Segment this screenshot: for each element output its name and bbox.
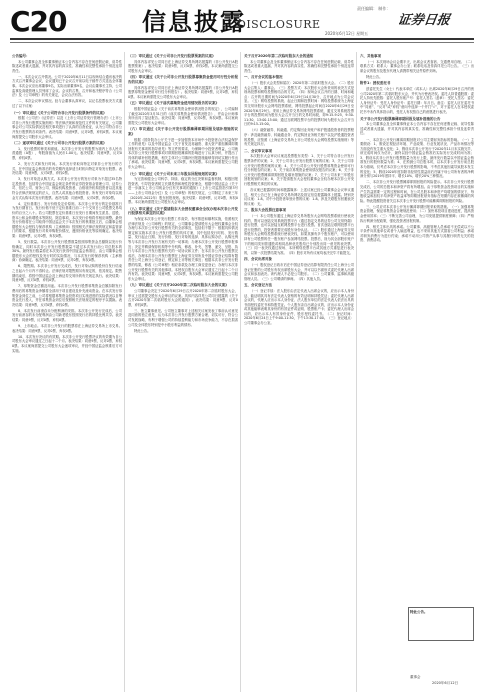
article-heading: 五、会议登记方法 xyxy=(244,283,272,288)
article-paragraph: 一、本次非公开发行摊薄即期回报对公司主要财务指标的影响。（一）主要假设：1、假设宏观经济环境、产业政策、行业发展状况、产品市场情况等方面没有发生重大变化；2、假设本次非公开发行于2020年11月末实施完毕，该完成时间仅为估计，最终以经中国证监会核准后实际发行完成时间为准；3、假设本次非公开发行股票数量为发行上限，最终发行数量以中国证监会核准发行的股份数量为准；4、在预测公司总股本时，以本次非公开发行前总股本为基础，仅考虑本次非公开发行股票的影响，不考虑其他因素导致股本发生的变化；5、假设2020年度扣除非经常性损益前后归属于母公司所有者的净利润分别与2019年度持平、增长10%、增长20%三种情况。 xyxy=(360,137,474,179)
column-divider xyxy=(356,52,357,692)
article-paragraph: （一）登记手续：法人股东由法定代表人出席会议的，应出示本人身份证、能证明其具有法定代表人资格的有效证明和持股凭证；委托代理人出席会议的，代理人应出示本人身份证、法人股东单位的法定代表人依法出具的书面授权委托书和持股凭证。个人股东亲自出席会议的，应出示本人身份证或其他能够表明其身份的有效证件或证明、股票账户卡；委托代理人出席会议的，应出示本人有效身份证件、股东授权委托书。（二）登记时间：2020年6月24日上午9:00-11:30，下午13:30-17:00。（三）登记地点：公司董事会办公室。 xyxy=(244,288,354,326)
article-heading: 附件1：授权委托书 xyxy=(360,81,391,86)
article-paragraph: 公司董事会决定于2020年6月29日召开2020年第二次临时股东大会，审议上述需提交股东大会审议的议案。具体内容详见公司同日披露的《关于召开2020年第二次临时股东大会的通知》。表决结果：同意9票，反对0票，弃权0票。 xyxy=(128,288,238,307)
article-heading: 四、会议出席对象 xyxy=(244,257,272,262)
article-heading: （七）审议通过《关于公司未来三年股东回报规划的议案》 xyxy=(128,171,219,176)
article-heading: （三）审议通过《关于公司非公开发行股票预案的议案》 xyxy=(128,54,216,58)
article-paragraph: 特此公告。 xyxy=(366,74,383,79)
article-heading: （二）逐项审议通过《关于公司非公开发行股票方案的议案》 xyxy=(12,141,107,146)
article-paragraph: 二、本次非公开发行股票摊薄即期回报的风险提示。本次非公开发行股票完成后，公司的总股本和净资产将有所增加。由于募集资金投资项目的实施和产生效益需要一定的过程和时间，在公司总股本和净资产均增加的情况下，每股收益和加权平均净资产收益率等即期回报财务指标在短期内存在被摊薄的风险。特此提醒投资者关注本次非公开发行股票可能摊薄即期回报的风险。 xyxy=(360,180,474,203)
article-heading: 公告编号： xyxy=(12,54,30,58)
article-paragraph: 2、发行方式和发行时间。本次发行采取向特定对象非公开发行的方式，在中国证监会核准后的有效期内选择适当时机向特定对象发行股票。表决结果：同意9票，反对0票，弃权0票。 xyxy=(12,161,122,176)
article-heading: （六）审议通过《关于非公开发行股票摊薄即期回报及填补措施的议案》 xyxy=(128,127,238,136)
article-paragraph: （一）股权登记日收市后在中国证券登记结算有限责任公司上海分公司登记在册的公司股东有权出席股东大会，并可以以书面形式委托代理人出席会议和参加表决。该代理人不必是公司股东。（二）公司董事、监事和高级管理人员。（三）公司聘请的律师。（四）其他人员。 xyxy=(244,262,354,281)
header-rule-thick xyxy=(10,38,474,40)
article-paragraph: 三、公司应对本次非公开发行摊薄即期回报采取的措施。（一）加强募集资金管理，保证募集资金合理规范使用；（二）加快募投项目建设进度，提高资金使用效率；（三）不断完善公司治理，为公司发展提供制度保障；（四）严格执行利润分配政策，强化投资者回报机制。 xyxy=(360,204,474,223)
article-paragraph: 8、本次发行前滚存未分配利润的安排。本次非公开发行完成后，公司发行前滚存的未分配利润由公司新老股东按照发行后的持股比例共享。表决结果：同意9票，反对0票，弃权0票。 xyxy=(12,308,122,322)
section-title: 信息披露 xyxy=(142,7,246,36)
article-heading: （八）审议通过《关于提请股东大会授权董事会全权办理本次非公开发行股票相关事宜的议案》 xyxy=(128,206,238,216)
article-paragraph: 3、发行对象及认购方式。本次非公开发行的发行对象为不超过35名特定投资者，包括符合中国证监会规定条件的证券投资基金管理公司、证券公司、信托公司、财务公司、保险机构投资者、合格境外机构投资者以及其他符合法律法规规定的法人、自然人或其他合格投资者。所有发行对象均以现金方式认购本次发行的股票。表决结果：同意9票，反对0票，弃权0票。 xyxy=(12,177,122,200)
article-heading: 二、会议审议事项 xyxy=(244,148,272,153)
article-heading: （九）审议通过《关于召开2020年第二次临时股东大会的议案》 xyxy=(128,283,229,288)
article-paragraph: 7、募集资金总额及用途。本次非公开发行股票募集资金总额扣除发行费用后的募集资金净额将全部用于项目建设及补充流动资金。在本次发行募集资金到位之前，公司将根据募集资金投资项目实施进度的实际情况以自筹资金先行投入，并在募集资金到位后按照相关法规规定的程序予以置换。表决结果：同意9票，反对0票，弃权0票。 xyxy=(12,284,122,307)
text-column-4 xyxy=(360,52,474,672)
article-heading: （一）审议通过《关于公司符合非公开发行股票条件的议案》 xyxy=(12,110,107,115)
text-column-1 xyxy=(12,52,122,672)
article-paragraph: 根据《公司法》《证券法》以及《上市公司证券发行管理办法》《上市公司非公开发行股票实施细则》等法律法规和规范性文件的有关规定，公司董事会对公司实际情况及相关事项进行了认真的自查论证，认为公司符合非公开发行股票的各项条件。表决结果：同意9票，反对0票，弃权0票。本议案尚需提交公司股东大会审议。 xyxy=(12,116,122,139)
article-paragraph: 6、限售期。本次非公开发行完成后，发行对象认购的股份自发行结束之日起六个月内不得转让。法律法规对限售期另有规定的，依其规定。限售期结束后，将按中国证监会及上海证券交易所的有关规定执行。表决结果：同意9票，反对0票，弃权0票。 xyxy=(12,264,122,283)
masthead-editor-line: 责任编辑： 制作： xyxy=(357,6,391,11)
article-heading: 一、召开会议的基本情况 xyxy=(244,75,283,80)
article-paragraph: （一）本公司股东通过上海证券交易所股东大会网络投票系统行使表决权的，既可以登陆交易系统投票平台（通过指定交易的证券公司交易终端）进行投票，也可以登陆互联网投票平台进行投票。首次登陆互联网投票平台进行投票的，投资者需要完成股东身份认证。（二）股东通过上海证券交易所股东大会网络投票系统行使表决权，如果其拥有多个股东账户，可以使用持有公司股票的任一股东账户参加网络投票。投票后，视为其全部股东账户下的相同类别普通股或相同品种优先股均已分别投出同一意见的表决票。（三）同一表决权通过现场、本所网络投票平台或其他方式重复进行表决的，以第一次投票结果为准。（四）股东对所有议案均表决完毕才能提交。 xyxy=(244,214,354,255)
article-paragraph: 三、独立董事意见。公司独立董事对上述相关议案发表了事前认可意见及同意的独立意见，认为本次非公开发行股票方案合理、切实可行，符合公司发展战略，有利于增强公司的持续盈利能力和市场竞争能力，不存在损害公司及全体股东特别是中小股东利益的情形。 xyxy=(128,308,238,327)
article-paragraph: 为保证本次非公开发行股票工作高效、有序推进和顺利实施，依照相关法律法规及《公司章程》的规定，公司董事会提请股东大会授权董事会全权办理与本次非公开发行股票有关的全部事宜，包括但不限于：根据具体情况制定和实施本次非公开发行股票的具体方案，其中包括发行时机、发行数量、发行起止日期、发行价格、发行对象的选择、具体认购办法、认购比例等与本次非公开发行方案有关的一切事项；办理本次非公开发行股票申报事宜；决定并聘请保荐机构等中介机构，修改、补充、签署、递交、呈报、执行与本次非公开发行股票有关的一切协议和文件；在本次非公开发行股票完成后，办理本次非公开发行股票在上海证券交易所及中国证券登记结算有限责任公司上海分公司登记、锁定和上市等相关事宜；根据本次非公开发行股票的结果，修改《公司章程》相应条款及办理工商变更登记；办理与本次非公开发行股票有关的其他事项。本授权自股东大会审议通过之日起十二个月内有效。表决结果：同意9票，反对0票，弃权0票。本议案尚需提交公司股东大会审议。 xyxy=(128,217,238,281)
article-heading: （四）审议通过《关于公司非公开发行股票募集资金使用可行性分析报告的议案》 xyxy=(128,75,238,84)
article-paragraph: （六）融资融券、转融通、约定购回业务账户和沪股通投资者的投票程序：涉及融资融券、转融通业务、约定购回业务相关账户以及沪股通投资者的投票，应按照《上海证券交易所上市公司股东大会网络投票实施细则》等有关规定执行。 xyxy=(244,128,354,147)
article-paragraph: 本公司董事会及全体董事保证本公告内容不存在任何虚假记载、误导性陈述或者重大遗漏，并对其内容的真实性、准确性和完整性承担个别及连带责任。 xyxy=(244,59,354,73)
header-rule-thin xyxy=(10,42,474,43)
article-paragraph: 本次股东大会审议议案及投票股东类型：1、关于公司符合非公开发行股票条件的议案；2、关于公司非公开发行股票方案的议案；3、关于公司非公开发行股票预案的议案；4、关于公司非公开发行股票募集资金使用可行性分析报告的议案；5、关于前次募集资金使用情况报告的议案；6、关于非公开发行股票摊薄即期回报及填补措施的议案；7、关于公司未来三年股东回报规划的议案；8、关于提请股东大会授权董事会全权办理本次非公开发行股票相关事宜的议案。 xyxy=(244,154,354,186)
article-paragraph: （一）本次现场会议会期半天，出席会议者食宿、交通费用自理。（二）联系方式：联系人：董事会办公室；联系电话及传真详见公司公告。（三）出席会议的股东及股东代理人请携带相关证件原件到场。 xyxy=(360,59,474,73)
article-paragraph: 一、本次会议召开情况。公司于2020年6月11日以现场结合通讯表决的方式召开董事会会议，会议通知已于会议召开前以电子邮件方式送达全体董事。本次会议应出席董事9名，实际出席董事9名，会议由董事长主持，公司监事及高级管理人员列席了会议。会议的召集、召开和表决程序符合《公司法》及《公司章程》的有关规定，会议合法有效。 xyxy=(12,74,122,98)
article-paragraph: 特此公告。 xyxy=(134,328,151,333)
article-paragraph: 10、本次发行决议的有效期。本次非公开发行股票决议的有效期为自公司股东大会审议通过之日起十二个月。表决结果：同意9票，反对0票，弃权0票。本议案尚需提交公司股东大会逐项审议，并经中国证监会核准后方可实施。 xyxy=(12,334,122,353)
article-paragraph: 根据中国证监会《关于前次募集资金使用情况报告的规定》，公司编制了截至2020年3月31日的《前次募集资金使用情况报告》，并由会计师事务所出具了鉴证报告。表决结果：同意9票，反对0票，弃权0票。本议案尚需提交公司股东大会审议。 xyxy=(128,106,238,125)
article-paragraph: 根据《国务院办公厅关于进一步加强资本市场中小投资者合法权益保护工作的意见》以及中国证监会《关于首发及再融资、重大资产重组摊薄即期回报有关事项的指导意见》等文件的要求，为保障中小投资者利益，公司就本次非公开发行股票事项对即期回报摊薄的影响进行了认真分析，并提出了具体的填补回报措施，相关主体对公司填补回报措施能够得到切实履行作出了承诺。表决结果：同意9票，反对0票，弃权0票。本议案尚需提交公司股东大会审议。 xyxy=(128,137,238,170)
signature-company: 董事会 xyxy=(410,675,421,679)
article-paragraph: 兹委托先生（女士）代表本单位（或本人）出席2020年6月29日召开的贵公司2020年第二次临时股东大会，并代为行使表决权。委托人持普通股数：委托人持优先股数：委托人股东帐户号：委托人签名（盖章）：受托人签名：委托人身份证号：受托人身份证号：委托日期：年月日。备注：委托人应在委托书中“同意”、“反对”或“弃权”意向中选择一个并打“√”，对于委托人在本授权委托书中未作具体指示的，受托人有权按自己的意愿进行表决。 xyxy=(360,87,474,115)
announcement-box-title: 特此公告。 xyxy=(410,610,428,614)
article-heading: 关于非公开发行股票摊薄即期回报及填补措施的公告 xyxy=(360,116,441,121)
issue-date-line: 2020年6月12日 星期五 xyxy=(325,31,369,36)
article-paragraph: 本公司董事会及全体董事保证本公告内容不存在任何虚假记载、误导性陈述或者重大遗漏，并对其内容的真实性、准确性和完整性承担个别及连带责任。 xyxy=(360,122,474,136)
newspaper-masthead-logo: 证券日报 xyxy=(396,13,451,28)
text-column-2 xyxy=(128,52,238,672)
article-paragraph: 具体内容详见公司同日在上海证券交易所网站披露的《非公开发行A股股票募集资金使用可行性分析报告》。表决结果：同意9票，反对0票，弃权0票。本议案尚需提交公司股东大会审议。 xyxy=(128,85,238,99)
article-paragraph: 各议案已披露的时间和披露媒体：上述议案已经公司董事会会议审议通过，相关公告已在上海证券交易所网站及指定信息披露媒体上披露。特别决议议案：1-8。对中小投资者单独计票的议案：1-8。涉及关联股东回避表决的议案：无。 xyxy=(244,188,354,206)
page-number: C20 xyxy=(10,5,67,38)
article-paragraph: （一）股东大会类型和届次：2020年第二次临时股东大会。（二）股东大会召集人：董事会。（三）投票方式：本次股东大会所采用的表决方式是现场投票和网络投票相结合的方式。（四）现场会议召开的日期、时间和地点：召开的日期时间为2020年6月29日14点30分，召开地点为公司会议室。（五）网络投票的系统、起止日期和投票时间：网络投票系统为上海证券交易所股东大会网络投票系统，网络投票起止时间自2020年6月29日至2020年6月29日。采用上海证券交易所网络投票系统，通过交易系统投票平台的投票时间为股东大会召开当日的交易时间段，即9:15-9:25，9:30-11:30，13:00-15:00；通过互联网投票平台的投票时间为股东大会召开当日的9:15-15:00。 xyxy=(244,80,354,127)
article-heading: 六、其他事项 xyxy=(360,54,381,58)
text-column-3 xyxy=(244,52,354,672)
article-paragraph: 四、相关主体出具的承诺。公司董事、高级管理人员承诺不无偿或以不公平条件向其他单位或者个人输送利益，也不采用其他方式损害公司利益；承诺对职务消费行为进行约束；承诺不动用公司资产从事与其履行职责无关的投资、消费活动。 xyxy=(360,224,474,243)
article-paragraph: 5、发行数量。本次非公开发行股票数量按照募集资金总额除以发行价格确定，同时本次非公开发行股票数量不超过本次发行前公司总股本的30%。最终发行数量将在本次发行获得中国证监会核准后，由公司董事会根据股东大会的授权及发行时的实际情况，与本次发行的保荐机构（主承销商）协商确定。表决结果：同意9票，反对0票，弃权0票。 xyxy=(12,239,122,263)
article-paragraph: 为完善和健全公司科学、持续、稳定的分红决策和监督机制，积极回报投资者，引导投资者树立长期投资和理性投资理念，根据中国证监会《关于进一步落实上市公司现金分红有关事项的通知》《上市公司监管指引第3号——上市公司现金分红》及《公司章程》的相关规定，公司制定了未来三年（2020年-2022年）股东回报规划。表决结果：同意9票，反对0票，弃权0票。本议案尚需提交公司股东大会审议。 xyxy=(128,177,238,205)
section-subtitle: DISCLOSURE xyxy=(237,18,321,31)
article-paragraph: 4、定价基准日、发行价格及定价原则。本次非公开发行的定价基准日为发行期首日。发行价格不低于定价基准日前二十个交易日公司股票交易均价的百分之八十。若公司股票在定价基准日至发行日期间发生派息、送股、资本公积金转增股本等除权、除息事项，本次发行价格将作相应调整。最终发行价格将在公司取得中国证监会关于本次发行的核准批文后，由董事会根据股东大会授权与保荐机构（主承销商）按照相关法律法规的规定和监管部门的要求，根据发行对象申购报价情况，遵照价格优先等原则确定。表决结果：同意9票，反对0票，弃权0票。 xyxy=(12,201,122,238)
article-heading: （五）审议通过《关于前次募集资金使用情况报告的议案》 xyxy=(128,101,219,106)
column-divider xyxy=(124,52,125,692)
article-paragraph: 1、发行股票的种类和面值。本次非公开发行的股票为境内上市人民币普通股（A股），每股面值为人民币1.00元。表决结果：同意9票，反对0票，弃权0票。 xyxy=(12,146,122,160)
signature-date: 2020年6月12日 xyxy=(432,681,459,685)
article-heading: 关于召开2020年第二次临时股东大会的通知 xyxy=(244,54,314,58)
article-heading: 三、股东大会投票注意事项 xyxy=(244,208,286,213)
column-divider xyxy=(240,52,241,692)
article-paragraph: 二、本次会议审议情况。经与会董事认真审议，以记名投票表决方式通过了以下议案： xyxy=(12,99,122,108)
article-paragraph: 9、上市地点。本次非公开发行的股票将在上海证券交易所上市交易。表决结果：同意9票，反对0票，弃权0票。 xyxy=(12,324,122,333)
article-paragraph: 具体内容详见公司同日在上海证券交易所网站披露的《非公开发行A股股票预案》。表决结果：同意9票，反对0票，弃权0票。本议案尚需提交公司股东大会审议。 xyxy=(128,59,238,73)
article-paragraph: 本公司董事会及全体董事保证本公告内容不存在任何虚假记载、误导性陈述或者重大遗漏，并对其内容的真实性、准确性和完整性承担个别及连带责任。 xyxy=(12,59,122,73)
